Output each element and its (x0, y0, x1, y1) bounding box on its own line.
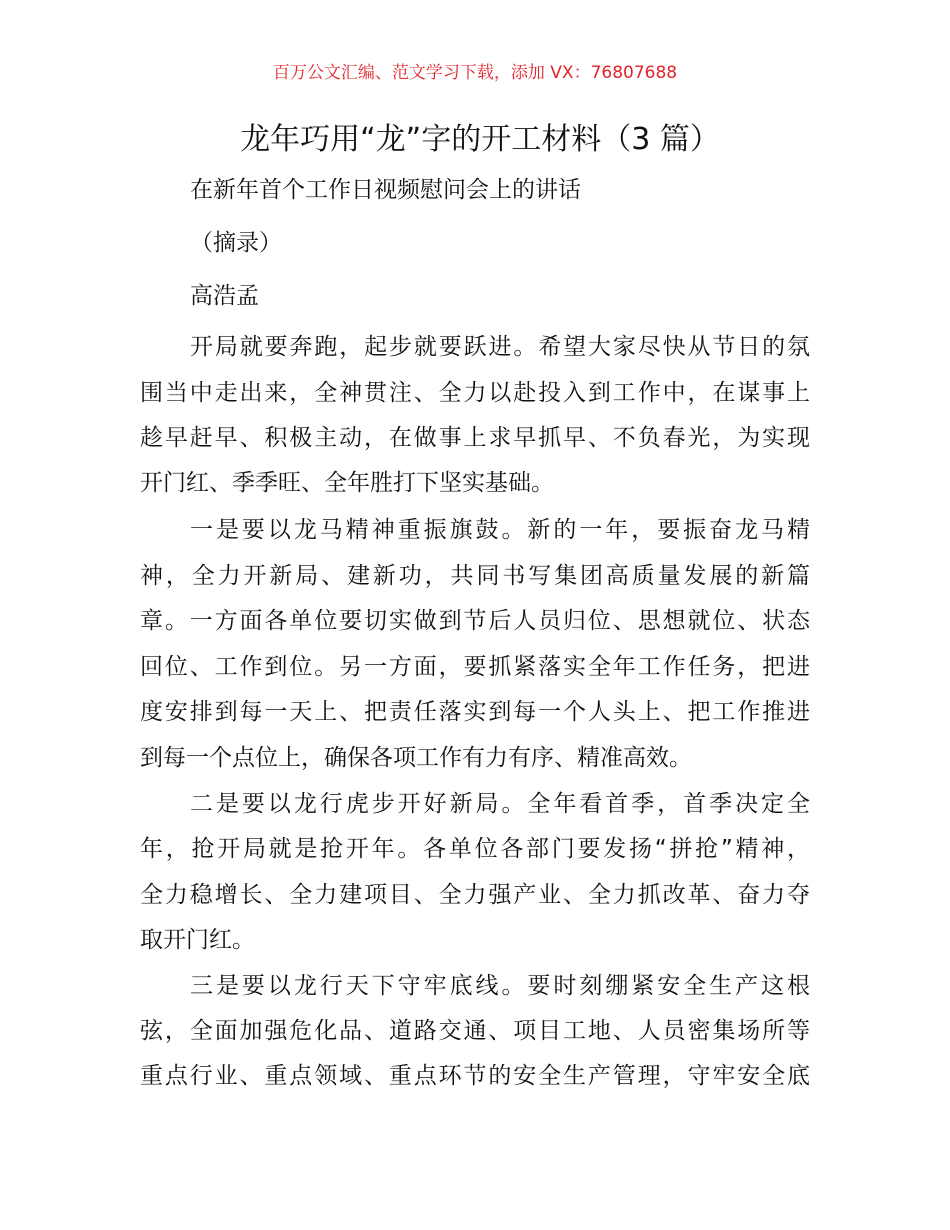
text-line: 度安排到每一天上、把责任落实到每一个人头上、把工作推进 (140, 699, 810, 725)
text-line: 重点行业、重点领域、重点环节的安全生产管理，守牢安全底 (140, 1063, 810, 1089)
text-line: 弦，全面加强危化品、道路交通、项目工地、人员密集场所等 (140, 1018, 810, 1044)
document-title: 龙年巧用“龙”字的开工材料（3 篇） (240, 122, 720, 157)
document-subtitle: 在新年首个工作日视频慰问会上的讲话 (190, 177, 581, 203)
text-line: 取开门红。 (140, 927, 255, 953)
text-line: 三是要以龙行天下守牢底线。要时刻绷紧安全生产这根 (190, 973, 810, 999)
text-line: 年，抢开局就是抢开年。各单位各部门要发扬“拼抢”精神， (140, 836, 810, 862)
text-line: 到每一个点位上，确保各项工作有力有序、精准高效。 (140, 745, 692, 771)
text-line: 回位、工作到位。另一方面，要抓紧落实全年工作任务，把进 (140, 654, 810, 680)
author-name: 高浩孟 (190, 283, 259, 309)
text-line: 趁早赶早、积极主动，在做事上求早抓早、不负春光，为实现 (140, 425, 810, 451)
text-line: 全力稳增长、全力建项目、全力强产业、全力抓改革、奋力夺 (140, 882, 810, 908)
excerpt-note: （摘录） (190, 230, 282, 256)
text-line: 开门红、季季旺、全年胜打下坚实基础。 (140, 470, 554, 496)
text-line: 章。一方面各单位要切实做到节后人员归位、思想就位、状态 (140, 608, 810, 634)
text-line: 开局就要奔跑，起步就要跃进。希望大家尽快从节日的氛 (190, 334, 810, 360)
text-line: 神，全力开新局、建新功，共同书写集团高质量发展的新篇 (140, 563, 810, 589)
header-watermark: 百万公文汇编、范文学习下载，添加 VX：76807688 (272, 63, 678, 83)
text-line: 二是要以龙行虎步开好新局。全年看首季，首季决定全 (190, 791, 810, 817)
text-line: 一是要以龙马精神重振旗鼓。新的一年，要振奋龙马精 (190, 517, 810, 543)
text-line: 围当中走出来，全神贯注、全力以赴投入到工作中，在谋事上 (140, 380, 810, 406)
